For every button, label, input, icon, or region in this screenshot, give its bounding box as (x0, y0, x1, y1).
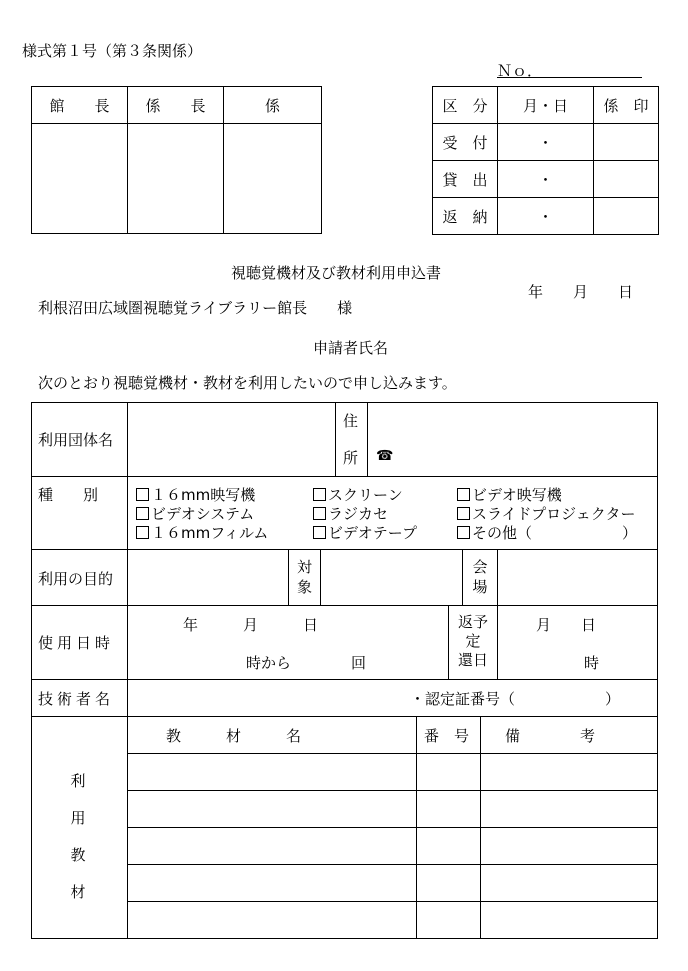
approval-box (31, 86, 322, 234)
datetime-label: 使用日時 (38, 634, 115, 652)
option-video-projector[interactable]: ビデオ映写機 (457, 484, 562, 505)
header-staff: 係 (224, 87, 322, 124)
option-other[interactable]: その他（ ） (457, 522, 637, 543)
option-slide-projector[interactable]: スライドプロジェクター (457, 503, 636, 524)
material-row-1[interactable] (128, 754, 657, 790)
stamp-director[interactable] (32, 124, 128, 234)
address-input[interactable] (368, 403, 657, 476)
divider (335, 402, 336, 476)
venue-label: 会 場 (472, 558, 488, 596)
checkbox[interactable] (457, 488, 470, 501)
checkbox[interactable] (457, 507, 470, 520)
phone-icon: ☎ (376, 448, 394, 464)
tech-label: 技術者名 (38, 690, 115, 708)
cert-number-label[interactable]: ・認定証番号（ ） (410, 690, 621, 708)
row-date-lent[interactable]: ・ (498, 161, 594, 198)
header-date: 月・日 (498, 87, 594, 124)
form-title: 視聴覚機材及び教材利用申込書 (231, 264, 442, 282)
row-divider (31, 476, 658, 477)
address-label-1: 住 (343, 412, 359, 430)
venue-input[interactable] (498, 550, 657, 605)
target-input[interactable] (321, 550, 462, 605)
stamp-chief[interactable] (128, 124, 224, 234)
row-label-lent: 貸 出 (433, 161, 498, 198)
option-radio-cassette[interactable]: ラジカセ (313, 503, 388, 524)
option-video-system[interactable]: ビデオシステム (136, 503, 254, 524)
no-label: Ｎｏ． (497, 62, 543, 80)
header-director: 館 長 (32, 87, 128, 124)
stamp-staff[interactable] (224, 124, 322, 234)
org-input[interactable] (128, 403, 335, 476)
return-label: 返予 定 還日 (457, 613, 488, 669)
date-line: 年 月 日 (528, 283, 634, 301)
header-notes: 備 考 (505, 727, 596, 745)
option-16mm-projector[interactable]: １６mm映写機 (136, 484, 255, 505)
materials-label: 利 用 教 材 (70, 772, 86, 901)
org-label: 利用団体名 (38, 431, 114, 449)
intro-text: 次のとおり視聴覚機材・教材を利用したいので申し込みます。 (38, 374, 457, 392)
row-date-received[interactable]: ・ (498, 124, 594, 161)
material-row-2[interactable] (128, 791, 657, 827)
checkbox[interactable] (457, 526, 470, 539)
row-seal-returned[interactable] (594, 198, 659, 235)
material-row-5[interactable] (128, 902, 657, 938)
header-chief: 係 長 (128, 87, 224, 124)
material-row-4[interactable] (128, 865, 657, 901)
row-label-received: 受 付 (433, 124, 498, 161)
date-fields[interactable]: 年 月 日 (183, 616, 319, 634)
no-line (497, 77, 642, 78)
type-label: 種 別 (38, 486, 99, 504)
time-fields[interactable]: 時から 回 (246, 654, 367, 672)
row-seal-lent[interactable] (594, 161, 659, 198)
tracking-box (432, 86, 659, 235)
checkbox[interactable] (313, 526, 326, 539)
row-divider (31, 716, 658, 717)
divider (497, 605, 498, 679)
row-label-returned: 返 納 (433, 198, 498, 235)
row-date-returned[interactable]: ・ (498, 198, 594, 235)
header-material-name: 教 材 名 (166, 727, 302, 745)
checkbox[interactable] (136, 488, 149, 501)
material-row-3[interactable] (128, 828, 657, 864)
checkbox[interactable] (313, 488, 326, 501)
return-date-fields[interactable]: 月 日 (536, 616, 597, 634)
form-number: 様式第１号（第３条関係） (22, 42, 203, 60)
tech-input[interactable] (128, 680, 408, 716)
row-seal-received[interactable] (594, 124, 659, 161)
target-label: 対 象 (296, 558, 312, 596)
option-screen[interactable]: スクリーン (313, 484, 403, 505)
header-number: 番 号 (424, 727, 470, 745)
header-category: 区 分 (433, 87, 498, 124)
row-divider (31, 605, 658, 606)
option-16mm-film[interactable]: １６mmフィルム (136, 522, 268, 543)
checkbox[interactable] (313, 507, 326, 520)
applicant-label: 申請者氏名 (313, 339, 389, 357)
option-videotape[interactable]: ビデオテープ (313, 522, 417, 543)
checkbox[interactable] (136, 526, 149, 539)
purpose-input[interactable] (128, 550, 288, 605)
checkbox[interactable] (136, 507, 149, 520)
header-seal: 係 印 (594, 87, 659, 124)
address-label-2: 所 (343, 449, 359, 467)
addressee: 利根沼田広域圏視聴覚ライブラリー館長 様 (38, 299, 353, 317)
purpose-label: 利用の目的 (38, 570, 114, 588)
return-time-field[interactable]: 時 (584, 654, 600, 672)
